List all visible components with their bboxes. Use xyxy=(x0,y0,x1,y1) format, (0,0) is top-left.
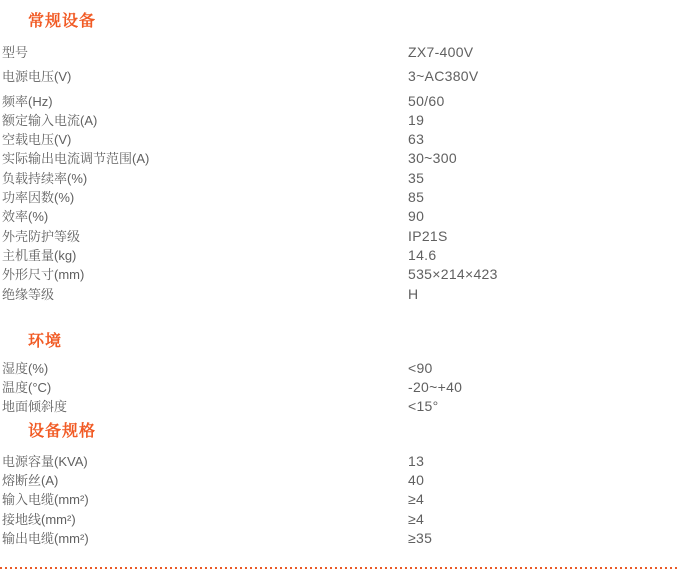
spec-value: <90 xyxy=(408,359,433,376)
spec-label: 温度(°C) xyxy=(2,380,52,396)
spec-label: 额定输入电流(A) xyxy=(2,112,98,128)
spec-row-output-current-range xyxy=(0,149,678,168)
spec-value: H xyxy=(408,285,419,302)
spec-value: IP21S xyxy=(408,227,448,244)
spec-row-dimensions xyxy=(0,265,678,284)
section-title-environment: 环境 xyxy=(28,332,63,350)
spec-row-input-cable xyxy=(0,490,678,509)
spec-row-supply-voltage xyxy=(0,67,678,86)
spec-row-insulation-class xyxy=(0,285,678,304)
section-environment xyxy=(0,333,678,417)
spec-rows-equipment-spec xyxy=(0,452,678,548)
spec-rows-environment xyxy=(0,359,678,417)
spec-row-ground-slope xyxy=(0,397,678,416)
spec-label: 空载电压(V) xyxy=(2,132,72,148)
spec-label: 绝缘等级 xyxy=(2,286,55,302)
spec-value: 85 xyxy=(408,189,425,206)
spec-row-power-capacity xyxy=(0,452,678,471)
spec-label: 型号 xyxy=(2,45,29,60)
spec-value: 90 xyxy=(408,208,425,225)
section-title-equipment-spec: 设备规格 xyxy=(28,422,97,440)
spec-row-efficiency xyxy=(0,207,678,226)
spec-value: ≥4 xyxy=(408,491,425,508)
spec-value: ≥35 xyxy=(408,529,433,546)
spec-rows-general xyxy=(0,43,678,304)
spec-label: 熔断丝(A) xyxy=(2,473,59,489)
spec-value: <15° xyxy=(408,398,439,415)
spec-label: 负载持续率(%) xyxy=(2,170,88,186)
spec-label: 实际输出电流调节范围(A) xyxy=(2,151,150,167)
spec-label: 输出电缆(mm²) xyxy=(2,530,89,546)
section-general-equipment xyxy=(0,13,678,304)
spec-row-duty-cycle xyxy=(0,169,678,188)
spec-row-frequency xyxy=(0,92,678,111)
spec-value: 63 xyxy=(408,131,425,148)
spec-label: 外壳防护等级 xyxy=(2,228,81,244)
spec-value: 19 xyxy=(408,111,425,128)
spec-label: 接地线(mm²) xyxy=(2,511,76,527)
section-title-general-equipment: 常规设备 xyxy=(28,13,97,30)
spec-row-ground-wire xyxy=(0,510,678,529)
spec-row-humidity xyxy=(0,359,678,378)
spec-label: 电源容量(KVA) xyxy=(2,453,88,469)
spec-label: 输入电缆(mm²) xyxy=(2,492,89,508)
spec-row-fuse xyxy=(0,471,678,490)
spec-label: 效率(%) xyxy=(2,209,49,225)
spec-label: 频率(Hz) xyxy=(2,93,53,109)
dotted-divider xyxy=(0,567,678,569)
spec-value: 14.6 xyxy=(408,246,437,263)
spec-value: ≥4 xyxy=(408,510,425,527)
spec-value: 535×214×423 xyxy=(408,266,498,283)
spec-label: 地面倾斜度 xyxy=(2,399,68,415)
spec-row-protection-class xyxy=(0,227,678,246)
spec-row-no-load-voltage xyxy=(0,130,678,149)
spec-value: 35 xyxy=(408,169,425,186)
spec-value: 30~300 xyxy=(408,150,457,167)
spec-row-output-cable xyxy=(0,529,678,548)
spec-label: 外形尺寸(mm) xyxy=(2,267,85,283)
section-equipment-spec xyxy=(0,423,678,548)
spec-row-power-factor xyxy=(0,188,678,207)
spec-label: 电源电压(V) xyxy=(2,69,72,85)
spec-label: 湿度(%) xyxy=(2,360,49,376)
spec-value: 13 xyxy=(408,452,425,469)
spec-label: 功率因数(%) xyxy=(2,190,75,206)
spec-row-temperature xyxy=(0,378,678,397)
spec-label: 主机重量(kg) xyxy=(2,247,77,263)
spec-value: 3~AC380V xyxy=(408,68,479,85)
spec-value: 40 xyxy=(408,472,425,489)
spec-row-rated-input-current xyxy=(0,111,678,130)
spec-row-model xyxy=(0,43,678,62)
spec-value: ZX7-400V xyxy=(408,44,474,60)
spec-value: 50/60 xyxy=(408,92,445,109)
spec-value: -20~+40 xyxy=(408,379,463,396)
spec-row-weight xyxy=(0,246,678,265)
